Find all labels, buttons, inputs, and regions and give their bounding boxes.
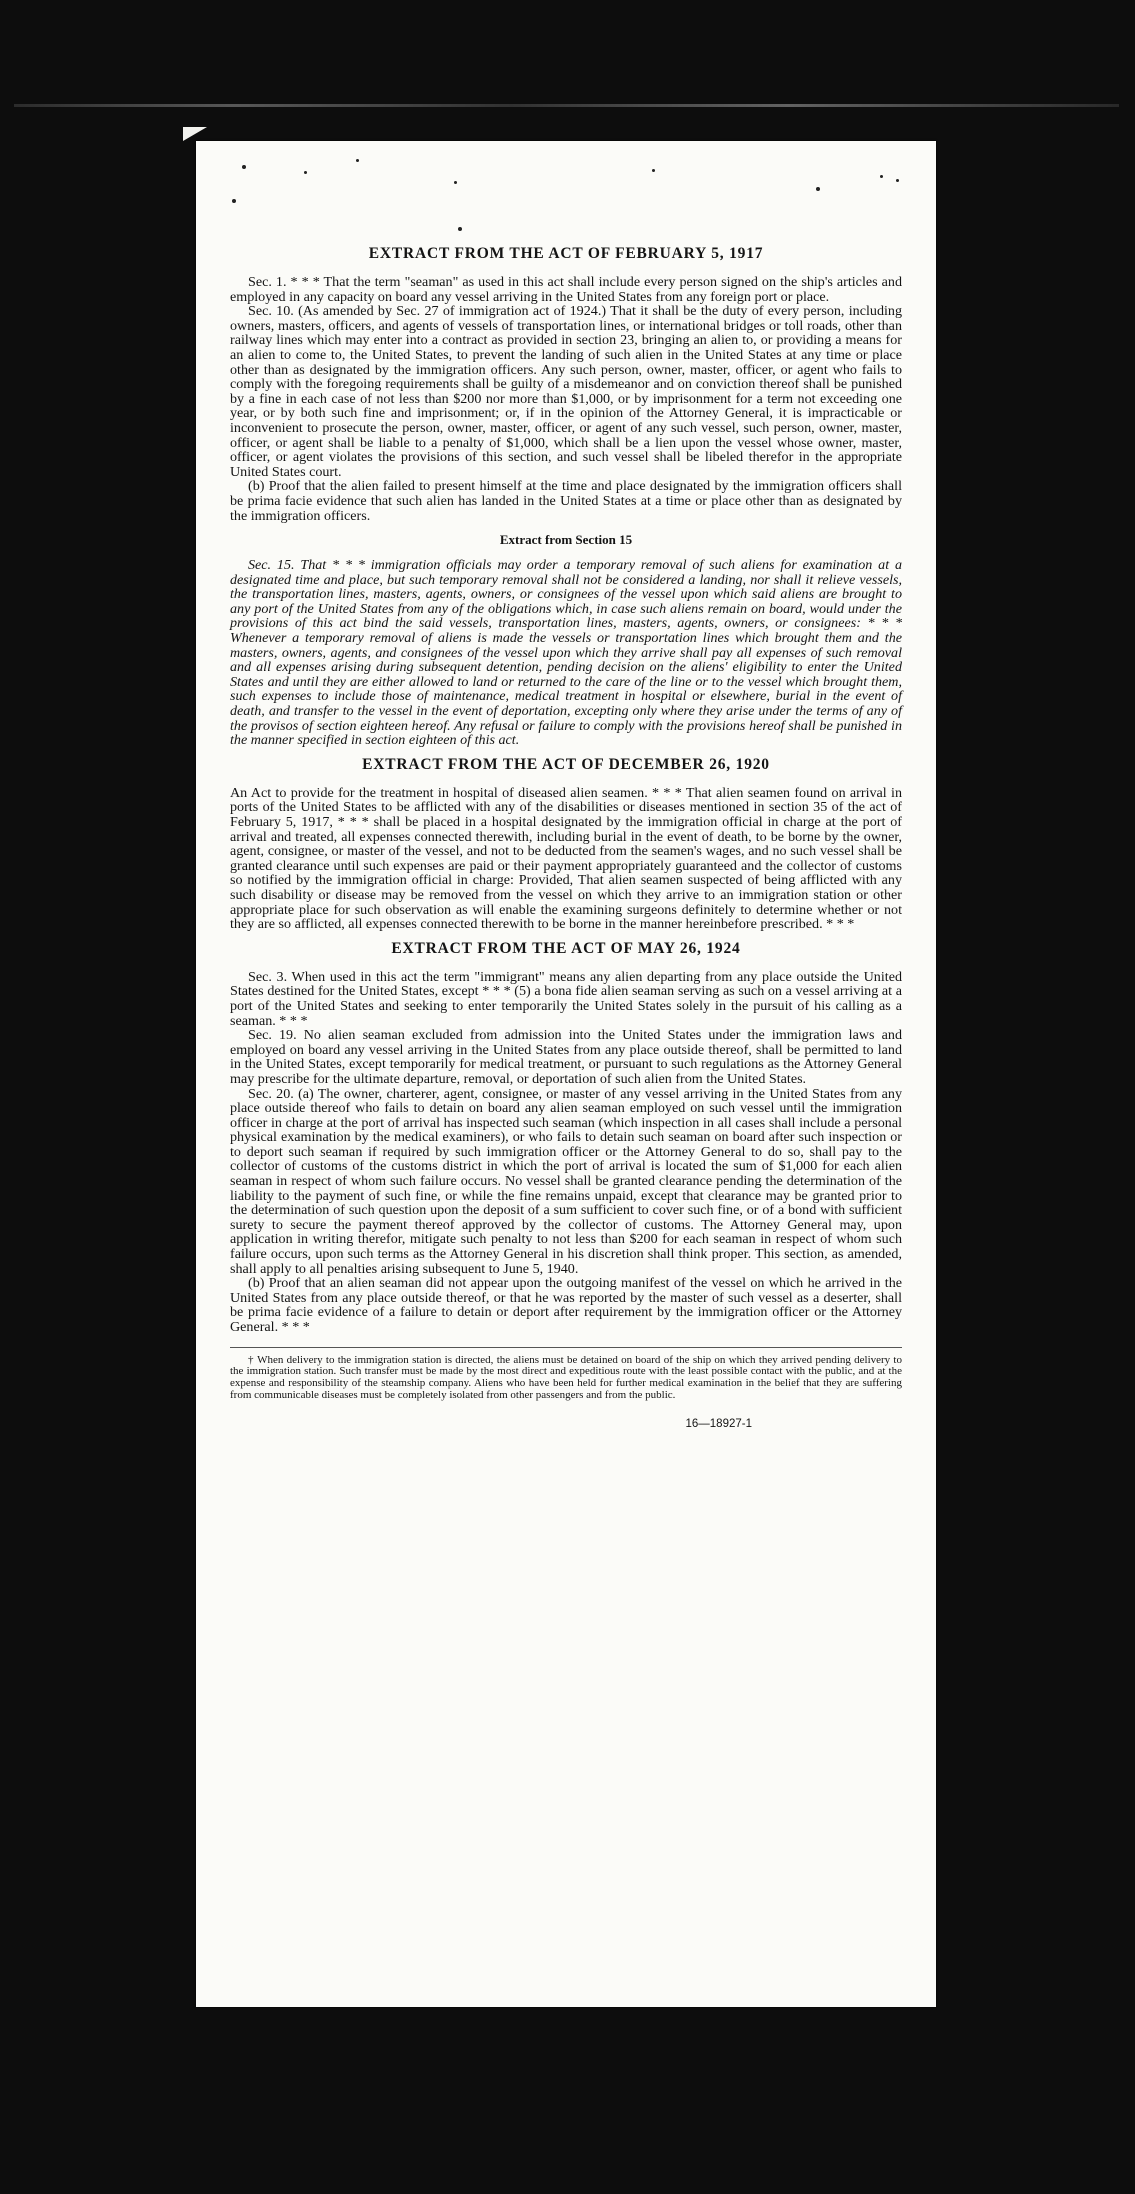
heading-act-1917: EXTRACT FROM THE ACT OF FEBRUARY 5, 1917 xyxy=(368,245,764,262)
heading-act-1924: EXTRACT FROM THE ACT OF MAY 26, 1924 xyxy=(391,939,741,957)
form-number: 16—18927-1 xyxy=(685,1417,752,1430)
scanner-edge-line xyxy=(14,104,1119,107)
section-20-1924: Sec. 20. (a) The owner, charterer, agent, consignee, or master of any vessel arriving in the United States from any place outside thereof who fails to detain on board any alien seaman employed on such vessel until the immigration officer in charge at the port of arrival has inspected such seaman (which inspection in all cases shall include a personal physical examination by the medical examiners), or who fails to detain such seaman on board after such inspection or to deport such seaman if required by such immigration officer or the Attorney General to do so, shall pay to the collector of customs of the customs district in which the port of arrival is located the sum of $1,000 for each alien seaman in respect of whom such failure occurs. No vessel shall be granted clearance pending the determination of the liability to the payment of such fine, or while the fine remains unpaid, except that clearance may be granted prior to the determination of such question upon the deposit of a sum sufficient to cover such fine, or of a bond with sufficient surety to secure the payment thereof approved by the collector of customs. The Attorney General may, upon application in writing therefor, mitigate such penalty to not less than $200 for each seaman in respect of whom such failure occurs, upon such terms as the Attorney General in his discretion shall think proper. This section, as amended, shall apply to all penalties arising subsequent to June 5, 1940. xyxy=(230,1085,902,1277)
heading-section-15: Extract from Section 15 xyxy=(499,532,633,548)
section-19-1924: Sec. 19. No alien seaman excluded from admission into the United States under the immigration laws and employed on board any vessel arriving in the United States from any place outside thereof, shall be permitted to land in the United States, except temporarily for medical treatment, or pursuant to such regulations as the Attorney General may prescribe for the ultimate departure, removal, or deportation of such alien from the United States. xyxy=(230,1027,902,1087)
section-15-text: Sec. 15. That * * * immigration officials may order a temporary removal of such aliens for examination at a designated time and place, but such temporary removal shall not be considered a landing, nor shall it relieve vessels, the transportation lines, masters, agents, owners, or consignees of the vessel upon which said aliens are brought to any port of the United States from any of the obligations which, in case such aliens remain on board, would under the provisions of this act bind the said vessels, transportation lines, masters, agents, owners, or consignees: * * * Whenever a temporary removal of aliens is made the vessels or transportation lines which brought them and the masters, owners, agents, and consignees of the vessel upon which they arrive shall pay all expenses of such removal and all expenses arising during subsequent detention, pending decision on the aliens' eligibility to enter the United States and until they are either allowed to land or returned to the care of the line or to the vessel which brought them, such expenses to include those of maintenance, medical treatment in hospital or elsewhere, burial in the event of death, and transfer to the vessel in the event of deportation, excepting only where they arise under the terms of any of the provisos of section eighteen hereof. Any refusal or failure to comply with the provisions hereof shall be punished in the manner specified in section eighteen of this act. xyxy=(230,557,902,749)
section-10-1917: Sec. 10. (As amended by Sec. 27 of immigration act of 1924.) That it shall be the duty of every person, including owners, masters, officers, and agents of vessels of transportation lines, or international bridges or toll roads, other than railway lines which may enter into a contract as provided in section 23, bringing an alien to, or providing a means for an alien to come to, the United States, to prevent the landing of such alien in the United States at any time or place other than as designated by the immigration officers. Any such person, owner, master, officer, or agent who fails to comply with the foregoing requirements shall be guilty of a misdemeanor and on conviction thereof shall be punished by a fine in each case of not less than $200 nor more than $1,000, or by imprisonment for a term not exceeding one year, or by both such fine and imprisonment; or, if in the opinion of the Attorney General, it is impracticable or inconvenient to prosecute the person, owner, master, officer, or agent of any such vessel, such person, owner, master, officer, or agent shall be liable to a penalty of $1,000, which shall be a lien upon the vessel whose owner, master, officer, or agent violates the provisions of this section, and such vessel shall be libeled therefor in the appropriate United States court. xyxy=(230,303,902,480)
subsection-b-1917: (b) Proof that the alien failed to present himself at the time and place designated by the immigration officers shall be prima facie evidence that such alien has landed in the United States at a time or place other than as designated by the immigration officers. xyxy=(230,478,902,524)
footnote-divider xyxy=(230,1347,902,1348)
act-1920-text: An Act to provide for the treatment in hospital of diseased alien seamen. * * * That alien seamen found on arrival in ports of the United States to be afflicted with any of the disabilities or diseases mentioned in section 35 of the act of February 5, 1917, * * * shall be placed in a hospital designated by the immigration official in charge at the port of arrival and treated, all expenses connected therewith, including burial in the event of death, to be borne by the owner, agent, consignee, or master of the vessel, and not to be deducted from the seamen's wages, and no such vessel shall be granted clearance until such expenses are paid or their payment appropriately guaranteed and the collector of customs so notified by the immigration official in charge: Provided, That alien seamen suspected of being afflicted with any such disability or disease may be removed from the vessel on which they arrive to an immigration station or other appropriate place for such observation as will enable the examining surgeons definitely to determine whether or not they are so afflicted, all expenses connected therewith to be borne in the manner hereinbefore prescribed. * * * xyxy=(230,784,902,933)
subsection-b-1924: (b) Proof that an alien seaman did not appear upon the outgoing manifest of the vessel on which he arrived in the United States from any place outside thereof, or that he was reported by the master of such vessel as a deserter, shall be prima facie evidence of a failure to detain or deport after requirement by the immigration officer or the Attorney General. * * * xyxy=(230,1275,902,1335)
heading-act-1920: EXTRACT FROM THE ACT OF DECEMBER 26, 1920 xyxy=(362,755,770,773)
page-corner-fold xyxy=(183,127,207,141)
document-body xyxy=(230,245,902,1430)
document-page xyxy=(196,141,936,2007)
section-1-1917: Sec. 1. * * * That the term "seaman" as used in this act shall include every person signed on the ship's articles and employed in any capacity on board any vessel arriving in the United States from any foreign port or place. xyxy=(230,274,902,305)
section-3-1924: Sec. 3. When used in this act the term "immigrant" means any alien departing from any place outside the United States destined for the United States, except * * * (5) a bona fide alien seaman serving as such on a vessel arriving at a port of the United States and seeking to enter temporarily the United States solely in the pursuit of his calling as a seaman. * * * xyxy=(230,968,902,1029)
footnote-text: † When delivery to the immigration station is directed, the aliens must be detained on board of the ship on which they arrived pending delivery to the immigration station. Such transfer must be made by the most direct and expeditious route with the least possible contact with the public, and at the expense and responsibility of the steamship company. Aliens who have been held for further medical examination in the belief that they are suffering from communicable diseases must be completely isolated from other passengers and from the public. xyxy=(230,1353,902,1401)
footnote xyxy=(230,1355,902,1402)
